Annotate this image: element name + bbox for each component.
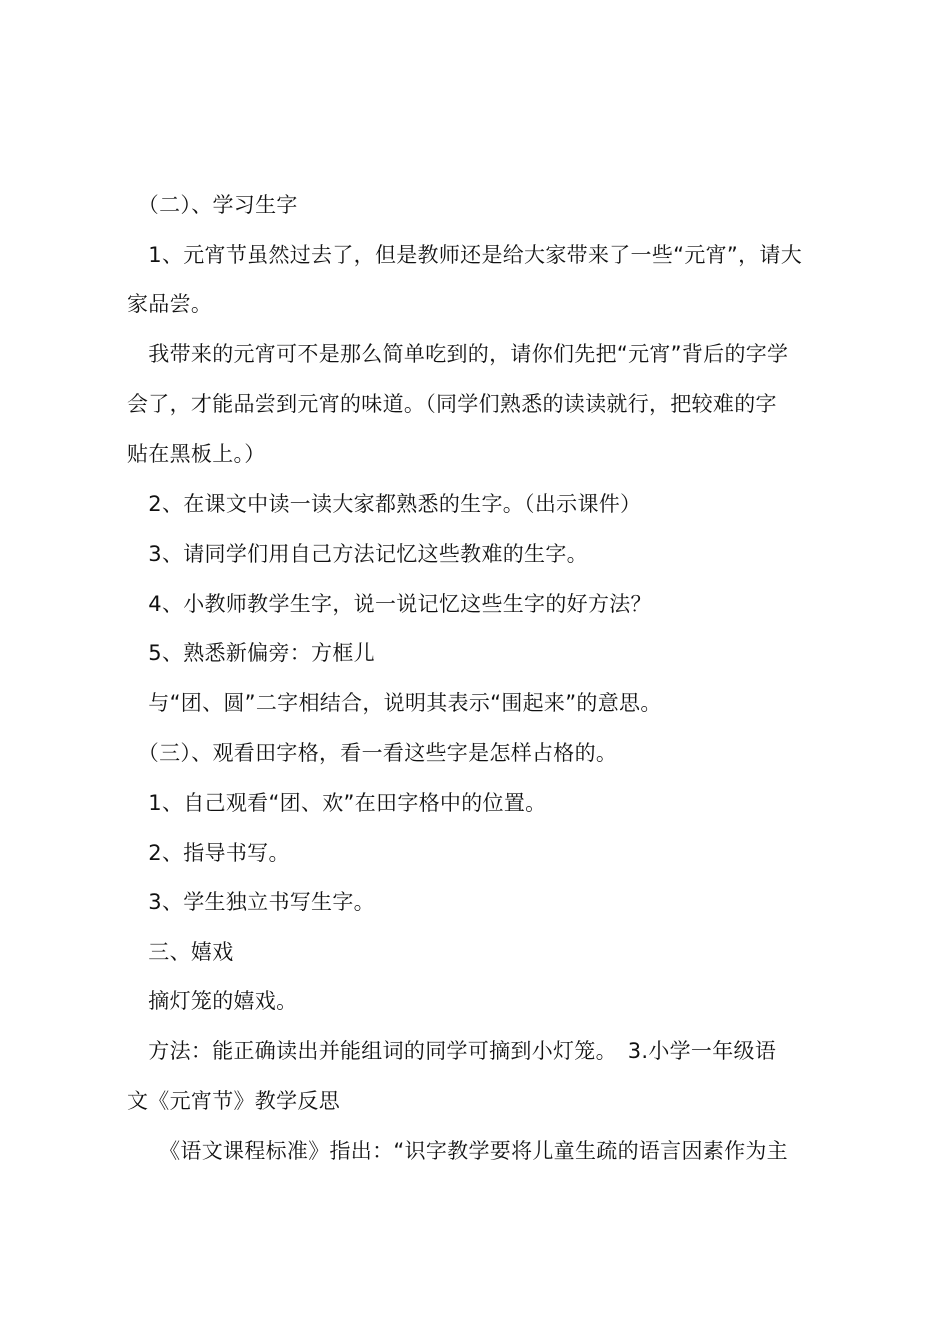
- paragraph-line: 文《元宵节》教学反思: [127, 1089, 340, 1113]
- paragraph-line: 《语文课程标准》指出：“识字教学要将儿童生疏的语言因素作为主: [127, 1139, 788, 1163]
- paragraph-line: 2、指导书写。: [127, 841, 290, 865]
- paragraph-line: 会了，才能品尝到元宵的味道。（同学们熟悉的读读就行，把较难的字: [127, 392, 777, 416]
- paragraph-line: 方法：能正确读出并能组词的同学可摘到小灯笼。 3.小学一年级语: [127, 1039, 777, 1063]
- paragraph-line: 5、熟悉新偏旁：方框儿: [127, 641, 375, 665]
- paragraph-line: 我带来的元宵可不是那么简单吃到的，请你们先把“元宵”背后的字学: [127, 342, 789, 366]
- paragraph-line: 家品尝。: [127, 292, 213, 316]
- paragraph-line: 贴在黑板上。）: [127, 442, 266, 466]
- paragraph-line: 摘灯笼的嬉戏。: [127, 989, 298, 1013]
- paragraph-line: 4、小教师教学生字，说一说记忆这些生字的好方法？: [127, 592, 652, 616]
- section-heading: 三、嬉戏: [127, 940, 234, 964]
- paragraph-line: 3、学生独立书写生字。: [127, 890, 375, 914]
- paragraph-line: 1、自己观看“团、欢”在田字格中的位置。: [127, 791, 547, 815]
- paragraph-line: 3、请同学们用自己方法记忆这些教难的生字。: [127, 542, 588, 566]
- paragraph-line: 2、在课文中读一读大家都熟悉的生字。（出示课件）: [127, 492, 642, 516]
- section-heading: （三）、观看田字格，看一看这些字是怎样占格的。: [127, 741, 618, 765]
- paragraph-line: 1、元宵节虽然过去了，但是教师还是给大家带来了一些“元宵”，请大: [127, 243, 803, 267]
- paragraph-line: 与“团、圆”二字相结合，说明其表示“围起来”的意思。: [127, 691, 662, 715]
- section-heading: （二）、学习生字: [127, 193, 298, 217]
